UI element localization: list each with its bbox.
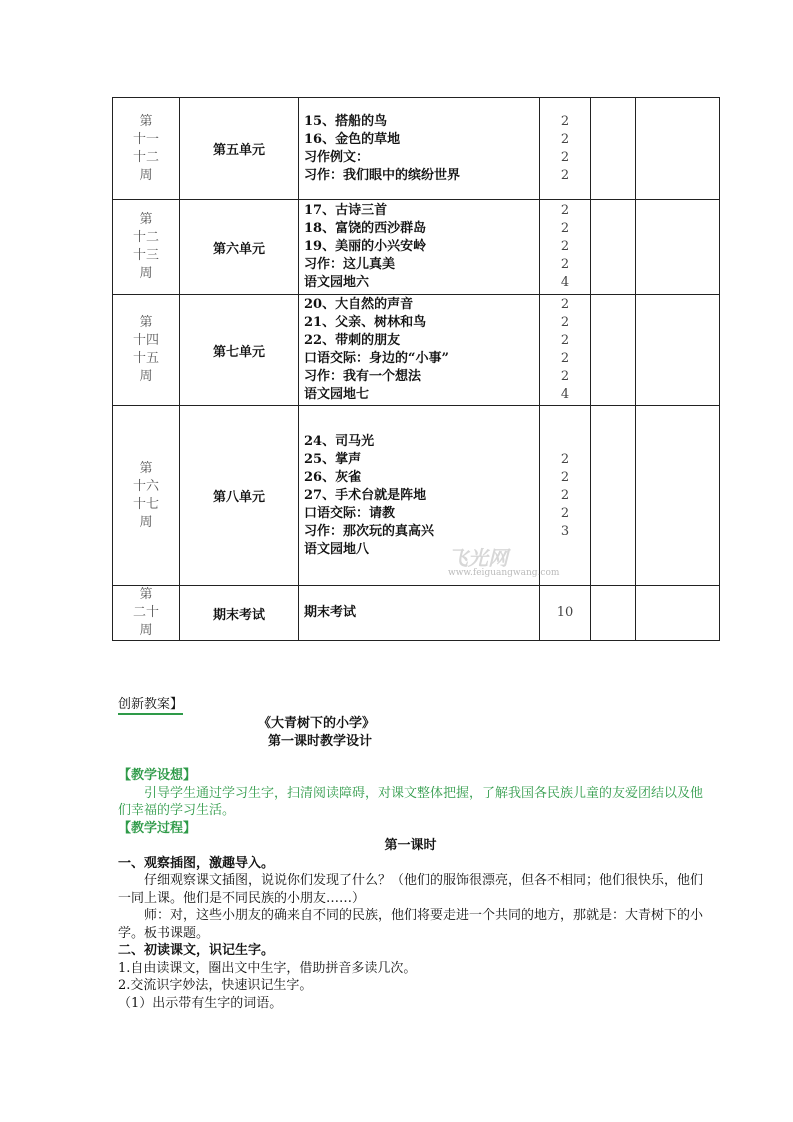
idea-label: 【教学设想】 [118, 768, 197, 783]
schedule-row [113, 200, 720, 295]
week-cell-line: 十五 [132, 351, 159, 366]
section-heading: 创新教案】 [118, 696, 183, 715]
lessons-cell-line: 15、搭船的鸟 [304, 113, 388, 129]
step-2-heading: 二、初读课文，识记生字。 [118, 943, 275, 958]
hours-cell-line: 2 [560, 505, 570, 521]
step-1-paragraph-2: 师：对，这些小朋友的确来自不同的民族，他们将要走进一个共同的地方，那就是：大青树下的小学。板书课题。 [118, 908, 704, 941]
week-cell-line: 第 [139, 212, 153, 227]
hours-cell-line: 10 [556, 605, 574, 620]
week-cell-line: 第 [139, 113, 153, 129]
week-cell-line: 第 [139, 587, 153, 602]
empty-cell [591, 98, 636, 200]
week-cell-line: 周 [139, 369, 153, 384]
hours-cell-line: 2 [560, 451, 570, 467]
step-2-item-3: （1）出示带有生字的词语。 [118, 995, 283, 1011]
lesson-title: 第一课时 [384, 838, 437, 853]
week-cell [113, 98, 180, 200]
week-cell-line: 十七 [132, 496, 159, 512]
hours-cell-line: 2 [560, 469, 570, 485]
empty-cell [591, 200, 636, 295]
week-cell-line: 十四 [132, 333, 159, 348]
hours-cell-line: 2 [560, 113, 570, 129]
watermark: 飞光网 www.feiguangwang.com [448, 546, 560, 578]
hours-cell-line: 2 [560, 203, 570, 218]
step-2-item-1: 1.自由读课文，圈出文中生字，借助拼音多读几次。 [118, 960, 417, 976]
lessons-cell-line: 19、美丽的小兴安岭 [304, 239, 427, 254]
week-cell [113, 586, 180, 641]
week-cell-line: 十二 [132, 149, 159, 165]
lessons-cell-line: 习作：我们眼中的缤纷世界 [304, 167, 461, 183]
schedule-row [113, 586, 720, 641]
week-cell-line: 十六 [132, 478, 159, 494]
schedule-row [113, 98, 720, 200]
lessons-cell-line: 口语交际：身边的“小事” [304, 351, 449, 366]
empty-cell [636, 406, 720, 586]
hours-cell-line: 4 [560, 387, 570, 402]
idea-text: 引导学生通过学习生字，扫清阅读障碍，对课文整体把握，了解我国各民族儿童的友爱团结以及他们幸福的学习生活。 [118, 785, 704, 818]
lessons-cell [299, 200, 540, 295]
hours-cell-line: 3 [560, 523, 570, 539]
lessons-cell-line: 20、大自然的声音 [304, 297, 414, 312]
lessons-cell-line: 25、掌声 [304, 451, 362, 467]
step-2-item-2: 2.交流识字妙法，快速识记生字。 [118, 978, 313, 993]
week-cell-line: 周 [139, 623, 153, 638]
hours-cell [540, 295, 591, 406]
hours-cell-line: 2 [560, 239, 570, 254]
hours-cell-line: 2 [560, 369, 570, 384]
lessons-cell-line: 17、古诗三首 [304, 203, 388, 218]
week-cell-line: 第 [139, 315, 153, 330]
doc-title: 《大青树下的小学》 [258, 716, 376, 731]
lessons-cell-line: 26、灰雀 [304, 469, 362, 485]
hours-cell-line: 2 [560, 131, 570, 147]
lessons-cell-line: 语文园地六 [304, 275, 370, 290]
lessons-cell-line: 期末考试 [304, 605, 357, 620]
unit-cell: 期末考试 [180, 586, 299, 641]
week-cell-line: 周 [139, 266, 153, 281]
unit-cell: 第七单元 [180, 295, 299, 406]
doc-subtitle: 第一课时教学设计 [268, 733, 373, 749]
hours-cell [540, 98, 591, 200]
lessons-cell-line: 习作：这儿真美 [304, 257, 396, 272]
week-cell-line: 周 [139, 167, 153, 183]
week-cell-line: 十一 [132, 131, 159, 147]
lessons-cell-line: 习作：那次玩的真高兴 [304, 523, 435, 539]
empty-cell [636, 586, 720, 641]
week-cell-line: 二十 [132, 605, 159, 620]
hours-cell-line: 2 [560, 351, 570, 366]
unit-cell: 第六单元 [180, 200, 299, 295]
hours-cell-line: 2 [560, 315, 570, 330]
empty-cell [636, 200, 720, 295]
week-cell-line: 十二 [132, 230, 159, 245]
week-cell-line: 第 [139, 460, 153, 476]
lessons-cell [299, 98, 540, 200]
lesson-plan [118, 696, 703, 1012]
hours-cell [540, 200, 591, 295]
lessons-cell-line: 习作：我有一个想法 [304, 369, 422, 384]
hours-cell-line: 2 [560, 487, 570, 503]
schedule-row [113, 406, 720, 586]
lessons-cell-line: 语文园地八 [304, 541, 370, 557]
week-cell [113, 406, 180, 586]
empty-cell [591, 406, 636, 586]
lessons-cell-line: 27、手术台就是阵地 [304, 487, 427, 503]
schedule-row [113, 295, 720, 406]
lessons-cell-line: 16、金色的草地 [304, 131, 401, 147]
week-cell [113, 200, 180, 295]
week-cell-line: 周 [139, 514, 153, 530]
lessons-cell-line: 21、父亲、树林和鸟 [304, 315, 427, 330]
lessons-cell-line: 24、司马光 [304, 433, 375, 449]
hours-cell [540, 586, 591, 641]
lessons-cell [299, 586, 540, 641]
process-label: 【教学过程】 [118, 820, 197, 836]
empty-cell [636, 98, 720, 200]
step-1-heading: 一、观察插图，激趣导入。 [118, 855, 275, 871]
hours-cell-line: 2 [560, 149, 570, 165]
lessons-cell-line: 习作例文： [304, 149, 370, 165]
lessons-cell-line: 22、带刺的朋友 [304, 333, 401, 348]
schedule-table [112, 97, 720, 641]
hours-cell-line: 2 [560, 257, 570, 272]
empty-cell [636, 295, 720, 406]
week-cell-line: 十三 [132, 248, 159, 263]
hours-cell-line: 2 [560, 167, 570, 183]
week-cell [113, 295, 180, 406]
empty-cell [591, 586, 636, 641]
empty-cell [591, 295, 636, 406]
hours-cell-line: 4 [560, 275, 570, 290]
unit-cell: 第五单元 [180, 98, 299, 200]
step-1-paragraph-1: 仔细观察课文插图，说说你们发现了什么？（他们的服饰很漂亮，但各不相同；他们很快乐，他们一同上课。他们是不同民族的小朋友……） [118, 873, 704, 906]
hours-cell-line: 2 [560, 221, 570, 236]
lessons-cell-line: 语文园地七 [304, 387, 370, 402]
unit-cell: 第八单元 [180, 406, 299, 586]
lessons-cell-line: 口语交际：请教 [304, 505, 396, 521]
hours-cell-line: 2 [560, 297, 570, 312]
hours-cell-line: 2 [560, 333, 570, 348]
lessons-cell-line: 18、富饶的西沙群岛 [304, 221, 427, 236]
lessons-cell [299, 295, 540, 406]
